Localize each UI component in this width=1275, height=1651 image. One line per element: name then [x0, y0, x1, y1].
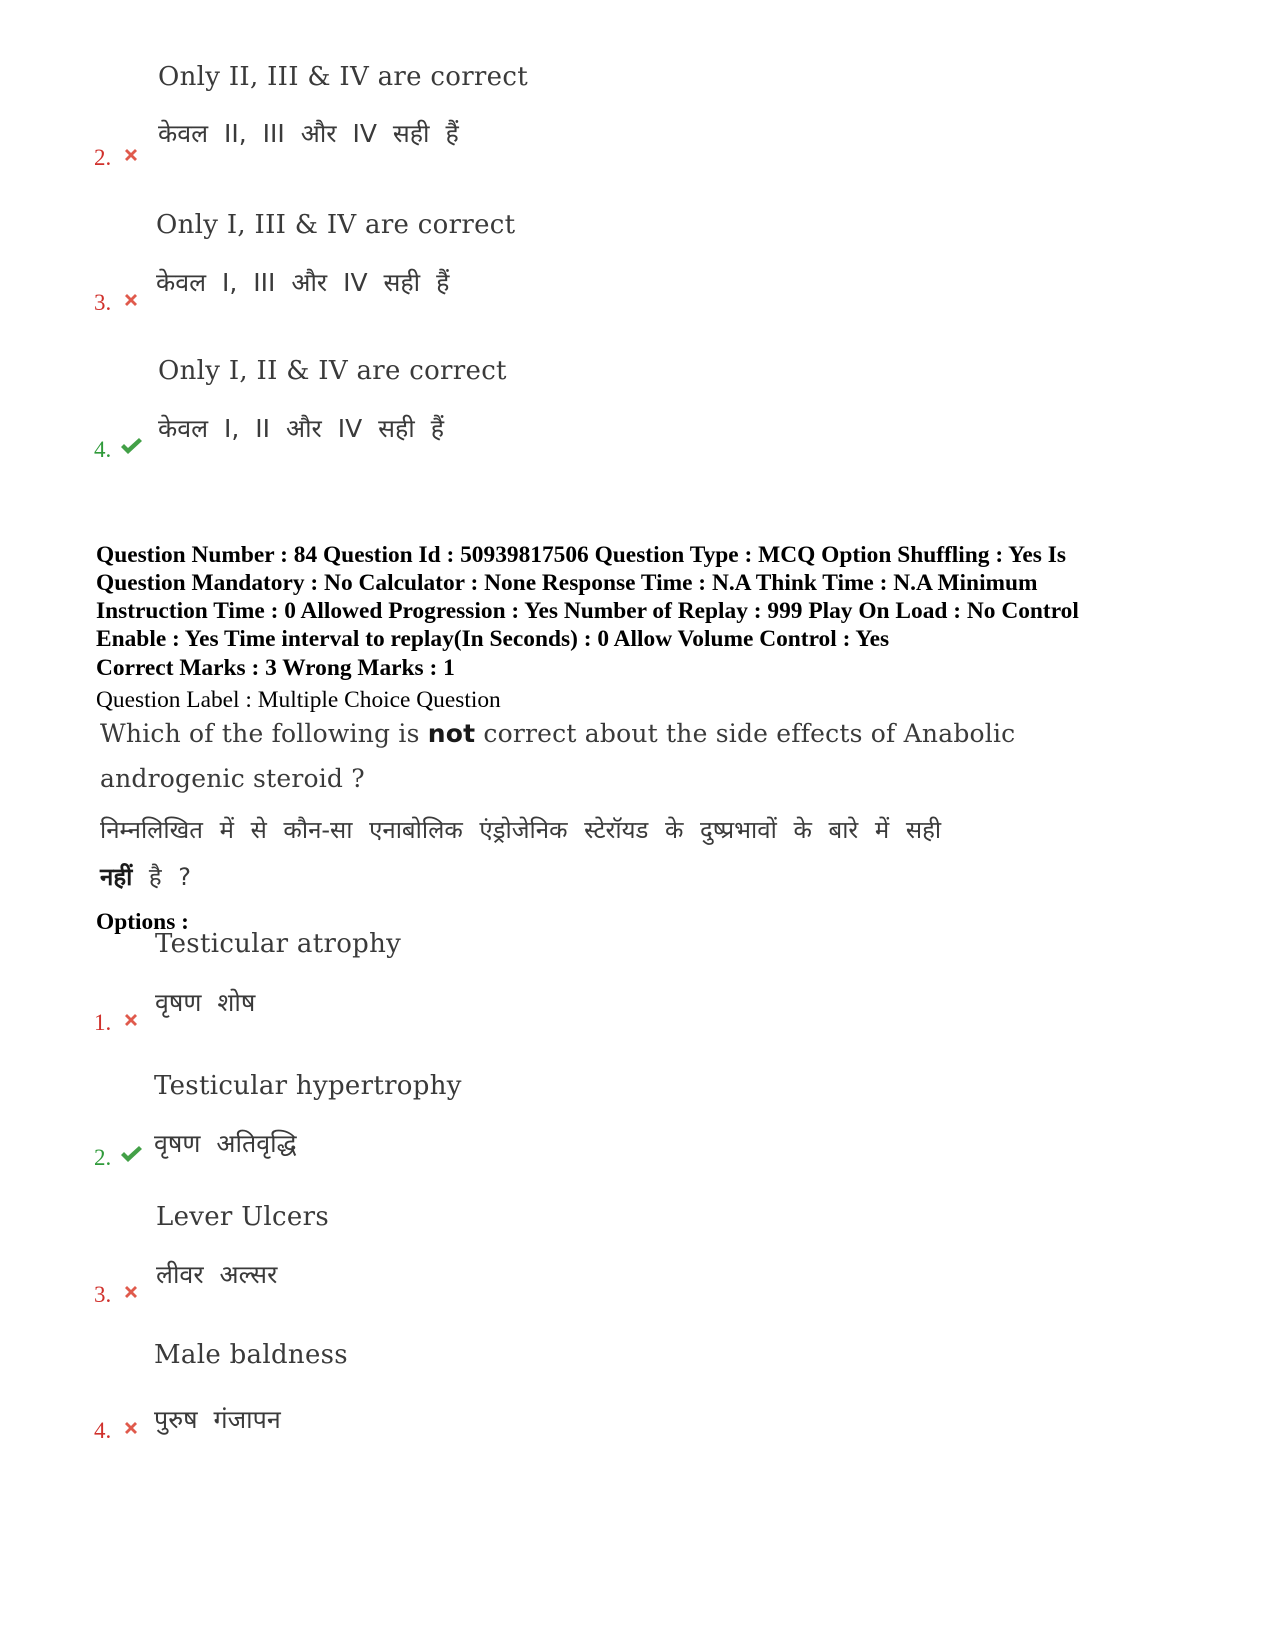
question-text-part: Which of the following is	[100, 719, 428, 748]
option-text-hi: वृषण अतिवृद्धि	[154, 1129, 297, 1158]
option-text-hi: पुरुष गंजापन	[154, 1405, 281, 1434]
question-text-hi-line1: निम्नलिखित में से कौन-सा एनाबोलिक एंड्रोजेनिक स्टेरॉयड के दुष्प्रभावों के बारे में सही	[100, 816, 942, 844]
option-number: 4.	[94, 1418, 112, 1443]
correct-checkmark-icon	[119, 436, 143, 456]
option-number: 1.	[94, 1010, 112, 1035]
wrong-mark-icon	[122, 291, 140, 309]
question-text-hi-emphasis: नहीं	[100, 863, 133, 891]
question-label: Question Label : Multiple Choice Question	[96, 687, 501, 713]
question-text-en-line1	[100, 719, 1015, 748]
question-text-part: है ?	[132, 863, 192, 891]
option-text-en: Testicular hypertrophy	[154, 1071, 462, 1101]
option-text-en: Lever Ulcers	[156, 1202, 329, 1232]
wrong-mark-icon	[122, 1419, 140, 1437]
question-text-en-line2: androgenic steroid ?	[100, 764, 365, 793]
marks-line: Correct Marks : 3 Wrong Marks : 1	[96, 655, 455, 681]
wrong-mark-icon	[122, 1283, 140, 1301]
question-text-part: correct about the side effects of Anabolic	[475, 719, 1016, 748]
option-number: 3.	[94, 290, 112, 315]
option-text-hi: वृषण शोष	[155, 988, 256, 1017]
option-text-en: Only II, III & IV are correct	[158, 62, 528, 92]
option-number: 4.	[94, 437, 112, 462]
wrong-mark-icon	[122, 1011, 140, 1029]
option-number: 2.	[94, 1145, 112, 1170]
option-text-en: Testicular atrophy	[155, 929, 402, 959]
meta-line: Instruction Time : 0 Allowed Progression : Yes Number of Replay : 999 Play On Load : No Control	[96, 598, 1079, 624]
option-text-en: Male baldness	[154, 1340, 348, 1370]
meta-line: Question Number : 84 Question Id : 50939817506 Question Type : MCQ Option Shuffling : Yes Is	[96, 542, 1066, 568]
option-text-hi: लीवर अल्सर	[156, 1260, 278, 1289]
option-number: 3.	[94, 1282, 112, 1307]
meta-line: Question Mandatory : No Calculator : None Response Time : N.A Think Time : N.A Minimum	[96, 570, 1038, 596]
meta-line: Enable : Yes Time interval to replay(In Seconds) : 0 Allow Volume Control : Yes	[96, 626, 890, 652]
wrong-mark-icon	[122, 146, 140, 164]
question-text-emphasis: not	[427, 719, 476, 748]
option-text-hi: केवल II, III और IV सही हैं	[158, 119, 459, 148]
option-text-hi: केवल I, II और IV सही हैं	[158, 414, 444, 443]
option-text-en: Only I, II & IV are correct	[158, 356, 507, 386]
question-text-hi-line2	[100, 860, 191, 893]
option-number: 2.	[94, 145, 112, 170]
option-text-hi: केवल I, III और IV सही हैं	[156, 268, 450, 297]
question-meta	[96, 541, 1196, 653]
correct-checkmark-icon	[119, 1144, 143, 1164]
options-label: Options :	[96, 909, 189, 935]
option-text-en: Only I, III & IV are correct	[156, 210, 516, 240]
